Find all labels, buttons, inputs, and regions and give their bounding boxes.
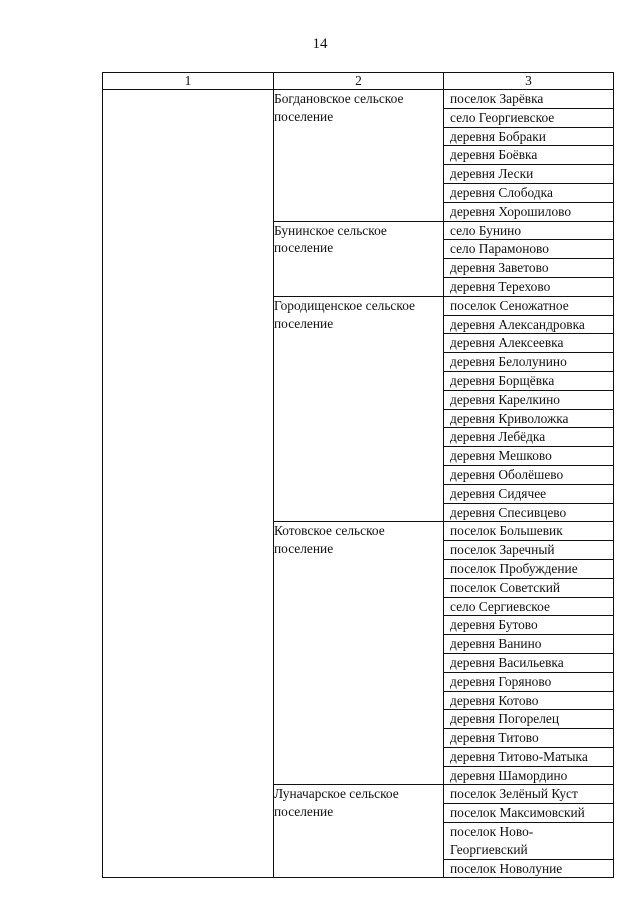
table-header-row: [103, 73, 614, 90]
settlement-item: деревня Шамордино: [450, 767, 568, 783]
settlement-item: село Сергиевское: [444, 598, 613, 617]
settlement-item: деревня Бутово: [444, 616, 613, 635]
settlement-item: деревня Сидячее: [444, 485, 613, 504]
settlement-item: поселок Зарёвка: [444, 90, 613, 109]
column-header-3: 3: [444, 73, 614, 90]
settlement-item: деревня Александровка: [444, 316, 613, 335]
settlement-item: поселок Максимовский: [444, 804, 613, 823]
settlement-item: деревня Заветово: [444, 259, 613, 278]
settlement-item: деревня Хорошилово: [450, 203, 572, 219]
settlement-item: поселок Сеножатное: [444, 297, 613, 316]
settlement-list: [444, 785, 614, 878]
settlement-item: деревня Слободка: [444, 184, 613, 203]
settlement-item: поселок Большевик: [444, 522, 613, 541]
settlement-item: деревня Терехово: [450, 278, 551, 294]
settlement-item: село Бунино: [444, 222, 613, 241]
settlement-item: деревня Бобраки: [444, 128, 613, 147]
column-1-cell: [103, 90, 274, 878]
settlement-item: деревня Борщёвка: [444, 372, 613, 391]
settlement-list: [444, 221, 614, 296]
settlement-item: деревня Погорелец: [444, 710, 613, 729]
settlement-item: поселок Зелёный Куст: [444, 785, 613, 804]
settlement-item: поселок Заречный: [444, 541, 613, 560]
settlement-item: деревня Титово-Матыка: [444, 748, 613, 767]
settlements-table: [102, 72, 614, 878]
settlement-item: деревня Криволожка: [444, 410, 613, 429]
settlement-list: [444, 522, 614, 785]
settlement-item: поселок Пробуждение: [444, 560, 613, 579]
column-header-2: 2: [274, 73, 444, 90]
settlement-item: деревня Спесивцево: [450, 504, 567, 520]
settlement-item: деревня Титово: [444, 729, 613, 748]
settlement-item: поселок Советский: [444, 579, 613, 598]
municipality-name: Бунинское сельское поселение: [274, 221, 444, 296]
settlement-item: деревня Карелкино: [444, 391, 613, 410]
settlement-item: деревня Мешково: [444, 447, 613, 466]
municipality-name: Луначарское сельское поселение: [274, 785, 444, 878]
settlement-item: деревня Котово: [444, 692, 613, 711]
settlement-list: [444, 296, 614, 522]
settlement-item: поселок Ново-Георгиевский: [444, 823, 613, 860]
settlement-item: село Георгиевское: [444, 109, 613, 128]
settlement-item: деревня Белолунино: [444, 353, 613, 372]
page-number: 14: [312, 36, 328, 52]
settlement-item: поселок Новолуние: [450, 860, 563, 876]
municipality-name: Городищенское сельское поселение: [274, 296, 444, 522]
settlement-item: деревня Горяново: [444, 673, 613, 692]
table-row: [103, 90, 614, 222]
settlement-item: деревня Лебёдка: [444, 428, 613, 447]
settlement-item: деревня Васильевка: [444, 654, 613, 673]
municipality-name: Котовское сельское поселение: [274, 522, 444, 785]
column-header-1: 1: [103, 73, 274, 90]
settlement-item: деревня Боёвка: [444, 146, 613, 165]
settlement-item: село Парамоново: [444, 240, 613, 259]
settlement-item: деревня Лески: [444, 165, 613, 184]
settlement-item: деревня Ванино: [444, 635, 613, 654]
settlement-item: деревня Алексеевка: [444, 334, 613, 353]
settlement-list: [444, 90, 614, 222]
settlement-item: деревня Оболёшево: [444, 466, 613, 485]
municipality-name: Богдановское сельское поселение: [274, 90, 444, 222]
